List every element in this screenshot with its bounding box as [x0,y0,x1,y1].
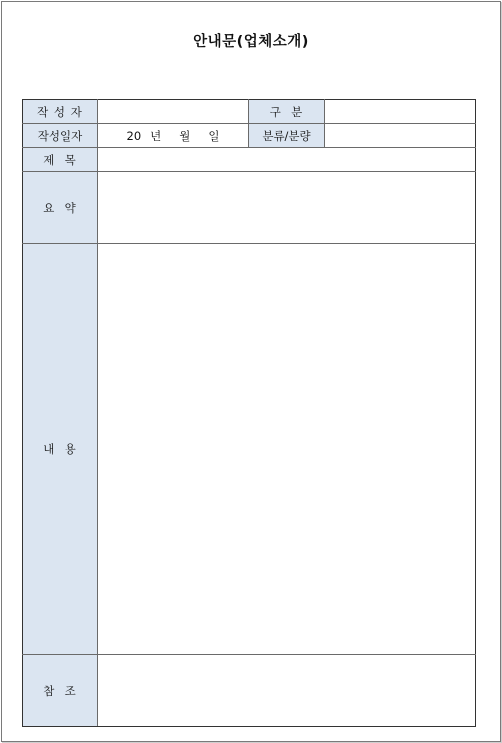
subject-field[interactable] [98,148,476,172]
classification-field[interactable] [325,124,476,148]
info-form-table [22,99,476,727]
author-label: 작 성 자 [23,100,98,124]
subject-label: 제 목 [23,148,98,172]
date-year-unit: 년 [150,128,162,143]
content-label: 내 용 [23,244,98,655]
category-field[interactable] [325,100,476,124]
document-title: 안내문(업체소개) [193,34,309,50]
date-field[interactable] [98,124,249,148]
form-row-subject [23,148,476,172]
summary-label: 요 약 [23,172,98,244]
form-row-content [23,244,476,655]
reference-field[interactable] [98,655,476,727]
document-page [1,1,501,742]
summary-field[interactable] [98,172,476,244]
date-day-unit: 일 [208,128,220,143]
classification-label: 분류/분량 [249,124,325,148]
author-field[interactable] [98,100,249,124]
reference-label: 참 조 [23,655,98,727]
content-field[interactable] [98,244,476,655]
date-month-unit: 월 [179,128,191,143]
form-row-reference [23,655,476,727]
date-year: 20 [126,128,142,143]
form-row-author [23,100,476,124]
form-row-date [23,124,476,148]
category-label: 구 분 [249,100,325,124]
date-label: 작성일자 [23,124,98,148]
form-row-summary [23,172,476,244]
